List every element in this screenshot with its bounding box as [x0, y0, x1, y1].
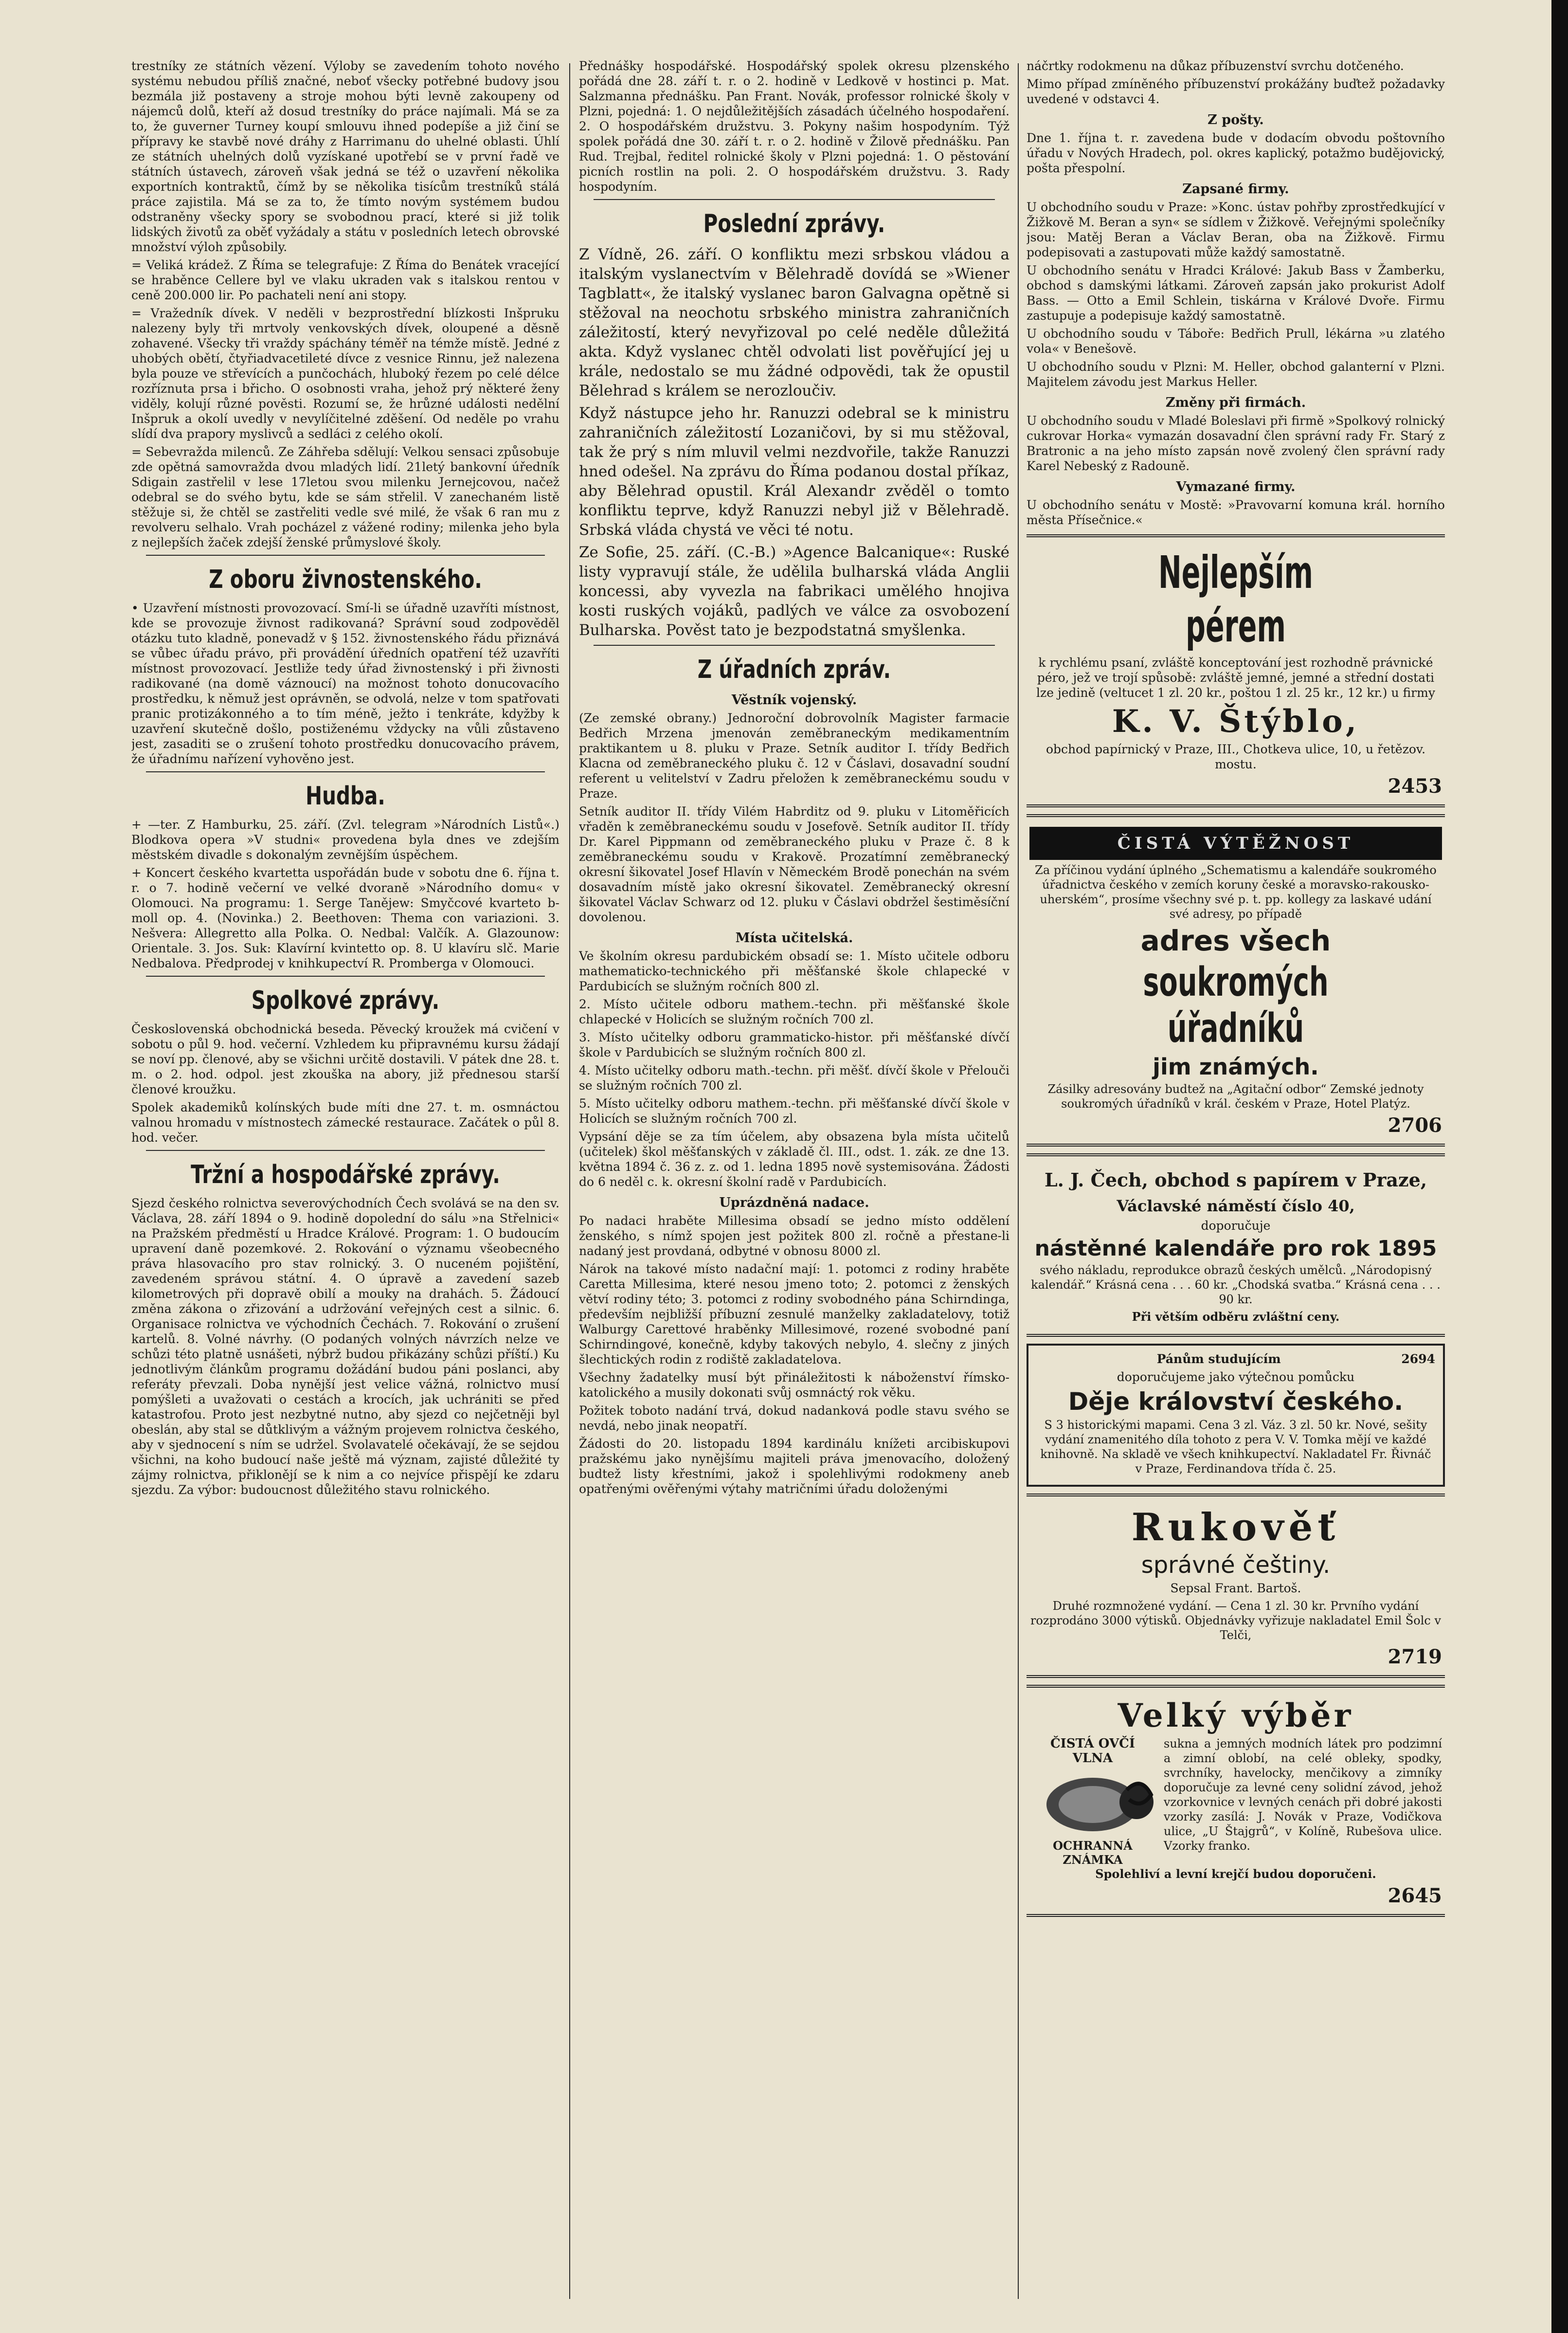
ad-text: doporučuje: [1201, 1219, 1271, 1233]
article-paragraph: Setník auditor II. třídy Vilém Habrditz od 9. pluku v Litoměřicích vřaděn k zeměbraneckému soudu v Josefově. Setník auditor II. třídy Dr. Karel Pippmann od zeměbraneckého pluku v Praze č. 8 k zeměbraneckému soudu v Krakově. Prozatímní zeměbranecký okresní šikovatel Josef Hlavín v Německém Brodě ponechán na svém dosavadním místě jako okresní šikovatel. Zeměbranecký okresní šikovatel Václav Schwarz od 12. pluku v Čáslavi obdržel šestiměsíční dovolenou.: [579, 804, 1009, 924]
article-paragraph: U obchodního soudu v Mladé Boleslavi při firmě »Spolkový rolnický cukrovar Horka« vymazán dosavadní člen správní rady Fr. Starý z Bratronic a na jeho místo zapsán nově zvolený člen správní rady Karel Nebeský z Radouně.: [1027, 414, 1445, 473]
subsection-heading: Z pošty.: [1208, 112, 1264, 128]
column-rule: [569, 63, 570, 2299]
divider: [594, 645, 995, 646]
ad-number: 2706: [1388, 1114, 1442, 1137]
ad-line: soukromých úřadníků: [1143, 959, 1329, 1052]
advertisement-officials: [1027, 814, 1445, 1147]
trademark-label: ČISTÁ OVČÍ VLNA: [1050, 1736, 1135, 1766]
ad-text: k rychlému psaní, zvláště konceptování jest rozhodně právnické péro, jež ve trojí spůsobě: zvláště jemné, jemné a střední dostati lze jedině (veltucet 1 zl. 20 kr., poštou 1 zl. 25 kr., 12 kr.) u firmy: [1036, 656, 1435, 700]
ad-text: [1036, 1351, 1435, 1367]
article-paragraph: Československá obchodnická beseda. Pěvecký kroužek má cvičení v sobotu o půl 9. hod. večerní. Vzhledem ku připravnému kursu žádají se noví pp. členové, aby se všichni určitě dostavili. V pátek dne 28. t. m. o 2. hod. odpol. jest zkouška na abory, již přednesou starší členové kroužku.: [131, 1022, 559, 1096]
article-paragraph: Vypsání děje se za tím účelem, aby obsazena byla místa učitelů (učitelek) škol měšťanských v základě čl. III., odst. 1. zák. ze dne 13. května 1894 č. 36 z. z. od 1. ledna 1895 nově systemisována. Žádosti do 6 neděl c. k. okresní školní radě v Pardubicích.: [579, 1130, 1009, 1189]
article-paragraph: Žádosti do 20. listopadu 1894 kardinálu knížeti arcibiskupovi pražskému jako nynějšímu majiteli práva jmenovacího, doložený budtež listy křestními, jakož i spolehlivými rodokmeny aneb opatřenými ověřenými výtahy matričními úřadu doloženými: [579, 1437, 1009, 1496]
article-paragraph: 5. Místo učitelky odboru mathem.-techn. při měšťanské dívčí škole v Holicích se služným ročních 700 zl.: [579, 1096, 1009, 1126]
ad-address: obchod papírnický v Praze, III., Chotkeva ulice, 10, u řetězov. mostu.: [1045, 742, 1426, 771]
column-2: [579, 58, 1009, 2304]
ad-headline: Velký výběr: [1117, 1696, 1354, 1734]
article-paragraph: Ve školním okresu pardubickém obsadí se: 1. Místo učitele odboru mathematicko-technického při měšťanské škole chlapecké v Pardubicích se služným ročních 800 zl.: [579, 949, 1009, 993]
ram-icon: [1034, 1766, 1161, 1839]
ad-firm-name: K. V. Štýblo,: [1112, 703, 1360, 740]
ad-headline: Nejlepším pérem: [1158, 547, 1313, 652]
column-1: [131, 58, 559, 2304]
section-heading: Poslední zprávy.: [703, 209, 885, 238]
ad-tagline: Pánům studujícím: [1156, 1352, 1281, 1366]
ad-firm-name: L. J. Čech, obchod s papírem v Praze,: [1044, 1169, 1427, 1191]
article-paragraph: Dne 1. října t. r. zavedena bude v dodacím obvodu poštovního úřadu v Nových Hradech, pol. okres kaplický, potažmo budějovický, pošta přespolní.: [1027, 131, 1445, 175]
article-paragraph: Sjezd českého rolnictva severovýchodních Čech svolává se na den sv. Václava, 28. září 1894 o 9. hodině dopolední do sálu »na Střelnici« na Pražském předměstí u Hradce Králové. Program: 1. O budoucím upravení daně pozemkové. 2. Rokování o významu všeobecného práva hlasovacího pro stav rolnický. 3. O nuceném pojištění, zavedeném správou státní. 4. O úpravě a zavedení sazeb kilometrových při dopravě obilí a mouky na drahách. 5. Žádoucí změna zákona o zřizování a udržování veřejných cest a silnic. 6. Organisace rolnictva ve východních Čechách. 7. Rokování o zrušení kartelů. 8. Volné návrhy. (O podaných volných návrzích nelze ve schůzi této platně usnášeti, nýbrž budou přikázány schůzi příští.) Ku jednotlivým článkům programu dožádání budou páni poslanci, aby referáty převzali. Doba nynější jest velice vážná, rolnictvo musí pomýšleti a uvažovati o cestách a krocích, jak uchrániti se před katastrofou. Proto jest nezbytné nutno, aby sjezd co nejčetněji byl obeslán, aby stal se důtklivým a vážným projevem rolnictva českého, aby v sjednocení s ním se udržel. Svolavatelé očekávají, že se sejdou všichni, na koho budoucí naše ještě má význam, zajisté důležité ty zájmy rolnictva, přiklonějí se k nim a co nejvíce přispějí ke zdaru sjezdu. Za výbor: budoucnost důležitého stavu rolnického.: [131, 1196, 559, 1497]
ad-headline: Děje království českého.: [1068, 1387, 1404, 1416]
section-heading: Tržní a hospodářské zprávy.: [191, 1160, 500, 1189]
ad-body: [1029, 1736, 1442, 1867]
trademark: [1029, 1736, 1156, 1867]
subsection-heading: Místa učitelská.: [735, 930, 853, 946]
article-paragraph: + Koncert českého kvartetta uspořádán bude v sobotu dne 6. října t. r. o 7. hodině večerní ve velké dvoraně »Národního domu« v Olomouci. Na programu: 1. Serge Tanějew: Smyčcové kvarteto b-moll op. 4. (Novinka.) 2. Beethoven: Thema con variazioni. 3. Nešvera: Allegretto alla Polka. O. Nedbal: Valčík. A. Glazounow: Orientale. 3. Jos. Suk: Klavírní kvintetto op. 8. U klavíru slč. Marie Nedbalova. Předprodej v knihkupectví R. Promberga v Olomouci.: [131, 866, 559, 970]
divider: [146, 771, 545, 772]
ad-text: Při větším odběru zvláštní ceny.: [1132, 1310, 1340, 1324]
article-paragraph: 2. Místo učitele odboru mathem.-techn. při měšťanské škole chlapecké v Holicích se služným ročních 700 zl.: [579, 997, 1009, 1026]
ad-number: 2645: [1388, 1884, 1442, 1907]
ad-text: sukna a jemných modních látek pro podzimní a zimní oblobí, na celé obleky, spodky, svrchníky, havelocky, menčikovy a zimníky doporučuje za levné ceny solidní závod, jehož vzorkovnice v levných cenách při dobré jakosti vzorky zasílá: J. Novák v Praze, Vodičkova ulice, „U Štajgrů“, v Kolíně, Rubešova ulice. Vzorky franko.: [1164, 1737, 1442, 1853]
advertisement-paper-shop: [1027, 1153, 1445, 1337]
article-paragraph: Všechny žadatelky musí být přináležitosti k náboženství římsko-katolického a musily dokonati svůj osmnáctý rok věku.: [579, 1370, 1009, 1400]
section-heading: Z úřadních zpráv.: [697, 655, 891, 684]
news-item-theft: = Veliká krádež. Z Říma se telegrafuje: Z Říma do Benátek vracející se hraběnce Cellere byl ve vlaku ukraden vak s italskou rentou v ceně 200.000 lir. Po pachateli není ani stopy.: [131, 258, 559, 302]
ad-text: svého nákladu, reprodukce obrazů českých umělců. „Národopisný kalendář.“ Krásná cena . . . 60 kr. „Chodská svatba.“ Krásná cena . . . 90 kr.: [1031, 1263, 1441, 1306]
article-paragraph: (Ze zemské obrany.) Jednoroční dobrovolník Magister farmacie Bedřich Mrzena jmenován zeměbraneckým medikamentním praktikantem u 8. pluku v Praze. Setník auditor I. třídy Bedřich Klacna od zeměbraneckého pluku č. 12 v Čáslavi, dosavadní soudní referent u velitelství v Zadru přeložen k zeměbraneckému soudu v Praze.: [579, 711, 1009, 801]
advertisement-history-book: [1027, 1344, 1445, 1487]
ad-number: 2719: [1388, 1645, 1442, 1668]
article-paragraph: Přednášky hospodářské. Hospodářský spolek okresu plzenského pořádá dne 28. září t. r. o 2. hodině v Ledkově v hostinci p. Mat. Salzmanna přednášku. Pan Frant. Novák, professor rolnické školy v Plzni, pojedná: 1. O nejdůležitějších zásadách účelného hospodaření. 2. O hospodářském družstvu. 3. Pokyny našim hospodyním. Týž spolek pořádá dne 30. září t. r. o 2. hodině v Žilově přednášku. Pan Rud. Trejbal, ředitel rolnické školy v Plzni pojedná: 1. O pěstování picních rostlin na poli. 2. O hospodářském družstvu. 3. Rady hospodyním.: [579, 59, 1009, 194]
ad-headline: Rukověť: [1131, 1505, 1340, 1549]
article-paragraph: 4. Místo učitelky odboru math.-techn. při měšť. dívčí škole v Přelouči se služným ročních 700 zl.: [579, 1063, 1009, 1093]
ad-text: Druhé rozmnožené vydání. — Cena 1 zl. 30 kr. Prvního vydání rozprodáno 3000 výtisků. Objednávky vyřizuje nakladatel Emil Šolc v Telči,: [1030, 1599, 1442, 1642]
article-paragraph: U obchodního senátu v Hradci Králové: Jakub Bass v Žamberku, obchod s damskými látkami. Zároveň zapsán jako prokurist Adolf Bass. — Otto a Emil Schlein, tiskárna v Králové Dvoře. Firmu zastupuje a podepisuje každý samostatně.: [1027, 263, 1445, 323]
ad-text: S 3 historickými mapami. Cena 3 zl. Váz. 3 zl. 50 kr. Nové, sešity vydání znamenitého díla tohoto z pera V. V. Tomka mějí ve každé knihovně. Na skladě ve všech knihkupectví. Nakladatel Fr. Řivnáč v Praze, Ferdinandova třída č. 25.: [1040, 1418, 1431, 1476]
ad-text: Zásilky adresovány budtež na „Agitační odbor“ Zemské jednoty soukromých úřadníků v král. českém v Praze, Hotel Platýz.: [1047, 1082, 1424, 1111]
ad-text: Spolehliví a levní krejčí budou doporučeni.: [1095, 1867, 1376, 1881]
article-paragraph: Z Vídně, 26. září. O konfliktu mezi srbskou vládou a italským vyslanectvím v Bělehradě dovídá se »Wiener Tagblatt«, že italský vyslanec baron Galvagna opětně si stěžoval na neochotu srbského ministra zahraničních záležitostí, který nevyřizoval po celé neděle důležitá akta. Když vyslanec chtěl odvolati list pověřující jej u krále, nedostalo se mu žádné odpovědi, tak že opustil Bělehrad s králem se nerozloučiv.: [579, 246, 1009, 400]
ad-number: 2453: [1388, 775, 1442, 798]
article-paragraph: U obchodního soudu v Plzni: M. Heller, obchod galanterní v Plzni. Majitelem závodu jest Markus Heller.: [1027, 360, 1445, 389]
ad-number: 2694: [1401, 1352, 1435, 1366]
article-paragraph: Mimo případ zmíněného příbuzenství prokážány buďtež požadavky uvedené v odstavci 4.: [1027, 77, 1445, 106]
news-item-suicide: = Sebevražda milenců. Ze Záhřeba sdělují: Velkou sensaci způsobuje zde opětná samovražda dvou mladých lidí. 21letý bankovní úředník Sdigain zastřelil v lese 17letou svou milenku Jernejcovou, načež odebral se do svého bytu, kde se sám střelil. V zanechaném listě stěžuje si, že chtěl se zastřeliti vedle své milé, že však 6 ran mu z revolveru selhalo. Vrah pocházel z vážené rodiny; milenka jeho byla z nejlepších žaček zdejší ženské průmyslové školy.: [131, 445, 559, 549]
advertisement-grammar-book: [1027, 1494, 1445, 1678]
article-paragraph: Po nadaci hraběte Millesima obsadí se jedno místo oddělení ženského, s nímž spojen jest požitek 800 zl. ročně a přestane-li nadaný jest provdaná, odbytné v obnosu 8000 zl.: [579, 1214, 1009, 1258]
article-paragraph: Spolek akademiků kolínských bude míti dne 27. t. m. osmnáctou valnou hromadu v místnostech zámecké restaurace. Začátek o půl 8. hod. večer.: [131, 1100, 559, 1145]
subsection-heading: Změny při firmách.: [1165, 395, 1306, 410]
ad-author: Sepsal Frant. Bartoš.: [1170, 1581, 1301, 1595]
section-heading: Z oboru živnostenského.: [209, 565, 482, 594]
section-heading: Spolkové zprávy.: [251, 986, 440, 1015]
divider: [146, 976, 545, 977]
subsection-heading: Věstník vojenský.: [731, 693, 857, 708]
advertisement-fabrics: [1027, 1685, 1445, 1917]
article-paragraph: náčrtky rodokmenu na důkaz příbuzenství svrchu dotčeného.: [1027, 59, 1404, 73]
divider: [594, 199, 995, 200]
ad-address: Václavské náměstí číslo 40,: [1117, 1197, 1355, 1215]
divider: [146, 1150, 545, 1151]
news-item-murder: = Vražedník dívek. V neděli v bezprostřední blízkosti Inšpruku nalezeny byly tři mrtvoly venkovských dívek, oloupené a děsně zohavené. Všecky tři vraždy spáchány téměř na témže místě. Jedné z uhobých obětí, čtyřiadvacetileté dívce z vesnice Rinnu, jež nalezena byla pouze ve střevících a punčochách, hluboký řezem po celé délce rozříznuta prsa i břicho. O osobnosti vraha, jehož prý některé ženy viděly, kolují různé pověsti. Rozumí se, že hrůzné události nedělní Inšpruk a okolí uvedly v nevylíčitelné zděšení. Od neděle po vrahu slídí dva prapory myslivců a sedláci z celého okolí.: [131, 306, 559, 441]
subsection-heading: Uprázdněná nadace.: [719, 1195, 869, 1210]
ad-text: Za příčinou vydání úplného „Schematismu a kalendáře soukromého úřadnictva českého v zemích koruny české a moravsko-rakousko-uherském“, prosíme všechny své p. t. pp. kollegy za laskavé udání své adresy, po případě: [1035, 863, 1437, 921]
ad-headline: nástěnné kalendáře pro rok 1895: [1034, 1236, 1437, 1261]
article-paragraph: Nárok na takové místo nadační mají: 1. potomci z rodiny hraběte Caretta Millesima, které nesou jmeno toto; 2. potomci z ženských větví rodiny této; 3. potomci z rodiny svobodného pána Schirndinga, především nejbližší příbuzní zesnulé manželky zakladatelovy, totiž Walburgy Carettové hraběnky Millesimové, rozené svobodné paní Schirndingové, konečně, kdyby takových nebylo, 4. slečny z jiných šlechtických rodin z rodiště zakladatelova.: [579, 1262, 1009, 1367]
article-paragraph: 3. Místo učitelky odboru grammaticko-histor. při měšťanské dívčí škole v Pardubicích se služným ročních 800 zl.: [579, 1030, 1009, 1059]
ad-subtitle: správné češtiny.: [1141, 1551, 1331, 1579]
section-heading: Hudba.: [306, 782, 385, 811]
column-3: [1027, 58, 1445, 2304]
ram-emblem: [1029, 1766, 1156, 1839]
article-paragraph: U obchodního senátu v Mostě: »Pravovarní komuna král. horního města Přísečnice.«: [1027, 498, 1445, 527]
article-paragraph: Když nástupce jeho hr. Ranuzzi odebral se k ministru zahraničních záležitostí Lozaničovi, by si mu stěžoval, tak že prý s ním mluvil velmi nezdvořile, takže Ranuzzi hned odešel. Na zprávu do Říma podanou dostal příkaz, aby Bělehrad opustil. Král Alexandr zvěděl o tomto konfliktu teprve, když Ranuzzi nebyl již v Bělehradě. Srbská vláda chystá ve věci té notu.: [579, 404, 1009, 539]
subsection-heading: Vymazané firmy.: [1176, 479, 1296, 494]
ad-line: adres všech: [1140, 924, 1331, 957]
article-paragraph: + —ter. Z Hamburku, 25. září. (Zvl. telegram »Národních Listů«.) Blodkova opera »V studni« provedena byla dnes ve zdejším městském divadle s dokonalým zevnějším úspěchem.: [131, 818, 559, 862]
ad-text: doporučujeme jako výtečnou pomůcku: [1117, 1370, 1355, 1384]
ad-line: jim známých.: [1153, 1054, 1319, 1080]
ad-banner: ČISTÁ VÝTĚŽNOST: [1029, 827, 1442, 860]
article-paragraph: trestníky ze státních vězení. Výloby se zavedením tohoto nového systému nebudou příliš značné, neboť všecky potřebné budovy jsou bezmála již postaveny a stroje mohou býti levně zakoupeny od nájemců dolů, kteří až dosud trestníky do práce najímali. Má se za to, že guverner Turney koupí smlouvu ihned podepíše a již činí se přípravy ke stavbě nové dráhy z Harrimanu do uhelné oblasti. Úhlí ze státních uhelných dolů vyzískané upotřebí se v první řadě ve státních ústavech, zároveň však jedná se též o uzavření několika exportních kontraktů, čímž by se několika tisícům trestníků stálá práce zajistila. Má se za to, že tímto novým systémem budou odstraněny všecky spory se svobodnou prací, které si již tolik lidských životů za oběť vyžádaly a státu v posledních letech obrovské množství výloh způsobily.: [131, 59, 559, 254]
article-paragraph: U obchodního soudu v Táboře: Bedřich Prull, lékárna »u zlatého vola« v Benešově.: [1027, 327, 1445, 356]
subsection-heading: Zapsané firmy.: [1182, 182, 1289, 197]
trademark-label: OCHRANNÁ ZNÁMKA: [1053, 1839, 1133, 1867]
advertisement-pen: [1027, 534, 1445, 807]
article-paragraph: Požitek toboto nadání trvá, dokud nadanková podle stavu svého se nevdá, nebo jinak neopatří.: [579, 1403, 1009, 1433]
column-rule: [1018, 63, 1019, 2299]
article-paragraph: U obchodního soudu v Praze: »Konc. ústav pohřby zprostředkující v Žižkově M. Beran a syn« se sídlem v Žižkově. Veřejnými společníky jsou: Matěj Beran a Václav Beran, oba na Žižkově. Firmu podepisovati a zastupovati může každý samostatně.: [1027, 200, 1445, 259]
article-paragraph: Ze Sofie, 25. září. (C.-B.) »Agence Balcanique«: Ruské listy vypravují stále, že udělila bulharská vláda Anglii koncessi, aby vyvezla na fabrikaci umělého hnojiva kosti ruských vojáků, padlých ve válce za osvobození Bulharska. Pověst tato je bezpodstatná smyšlenka.: [579, 544, 1009, 639]
divider: [146, 555, 545, 556]
scan-edge: [1551, 0, 1568, 2333]
article-paragraph: • Uzavření místnosti provozovací. Smí-li se úřadně uzavříti místnost, kde se provozuje živnost radikovaná? Správní soud zodpověděl otázku tuto kladně, ponevadž v § 152. živnostenského řádu přiznává se vůbec úřadu právo, při provádění úředních opatření též uzavříti místnost provozovací. Jestliže tedy úřad živnostenský i při živnosti radikované (na domě váznoucí) na možnost tohoto donucovacího prostředku, k němuž jest oprávněn, se odvolá, nelze v tom spatřovati pranic protizákonného a to tím méně, ježto i tenkráte, kdyžby k uzavření skutečně došlo, postiženému vždycky na vůli zůstaveno jest, zasaditi se o zrušení tohoto prostředku donucovacího právem, že úřadnímu nařízení vyhověno jest.: [131, 601, 559, 766]
